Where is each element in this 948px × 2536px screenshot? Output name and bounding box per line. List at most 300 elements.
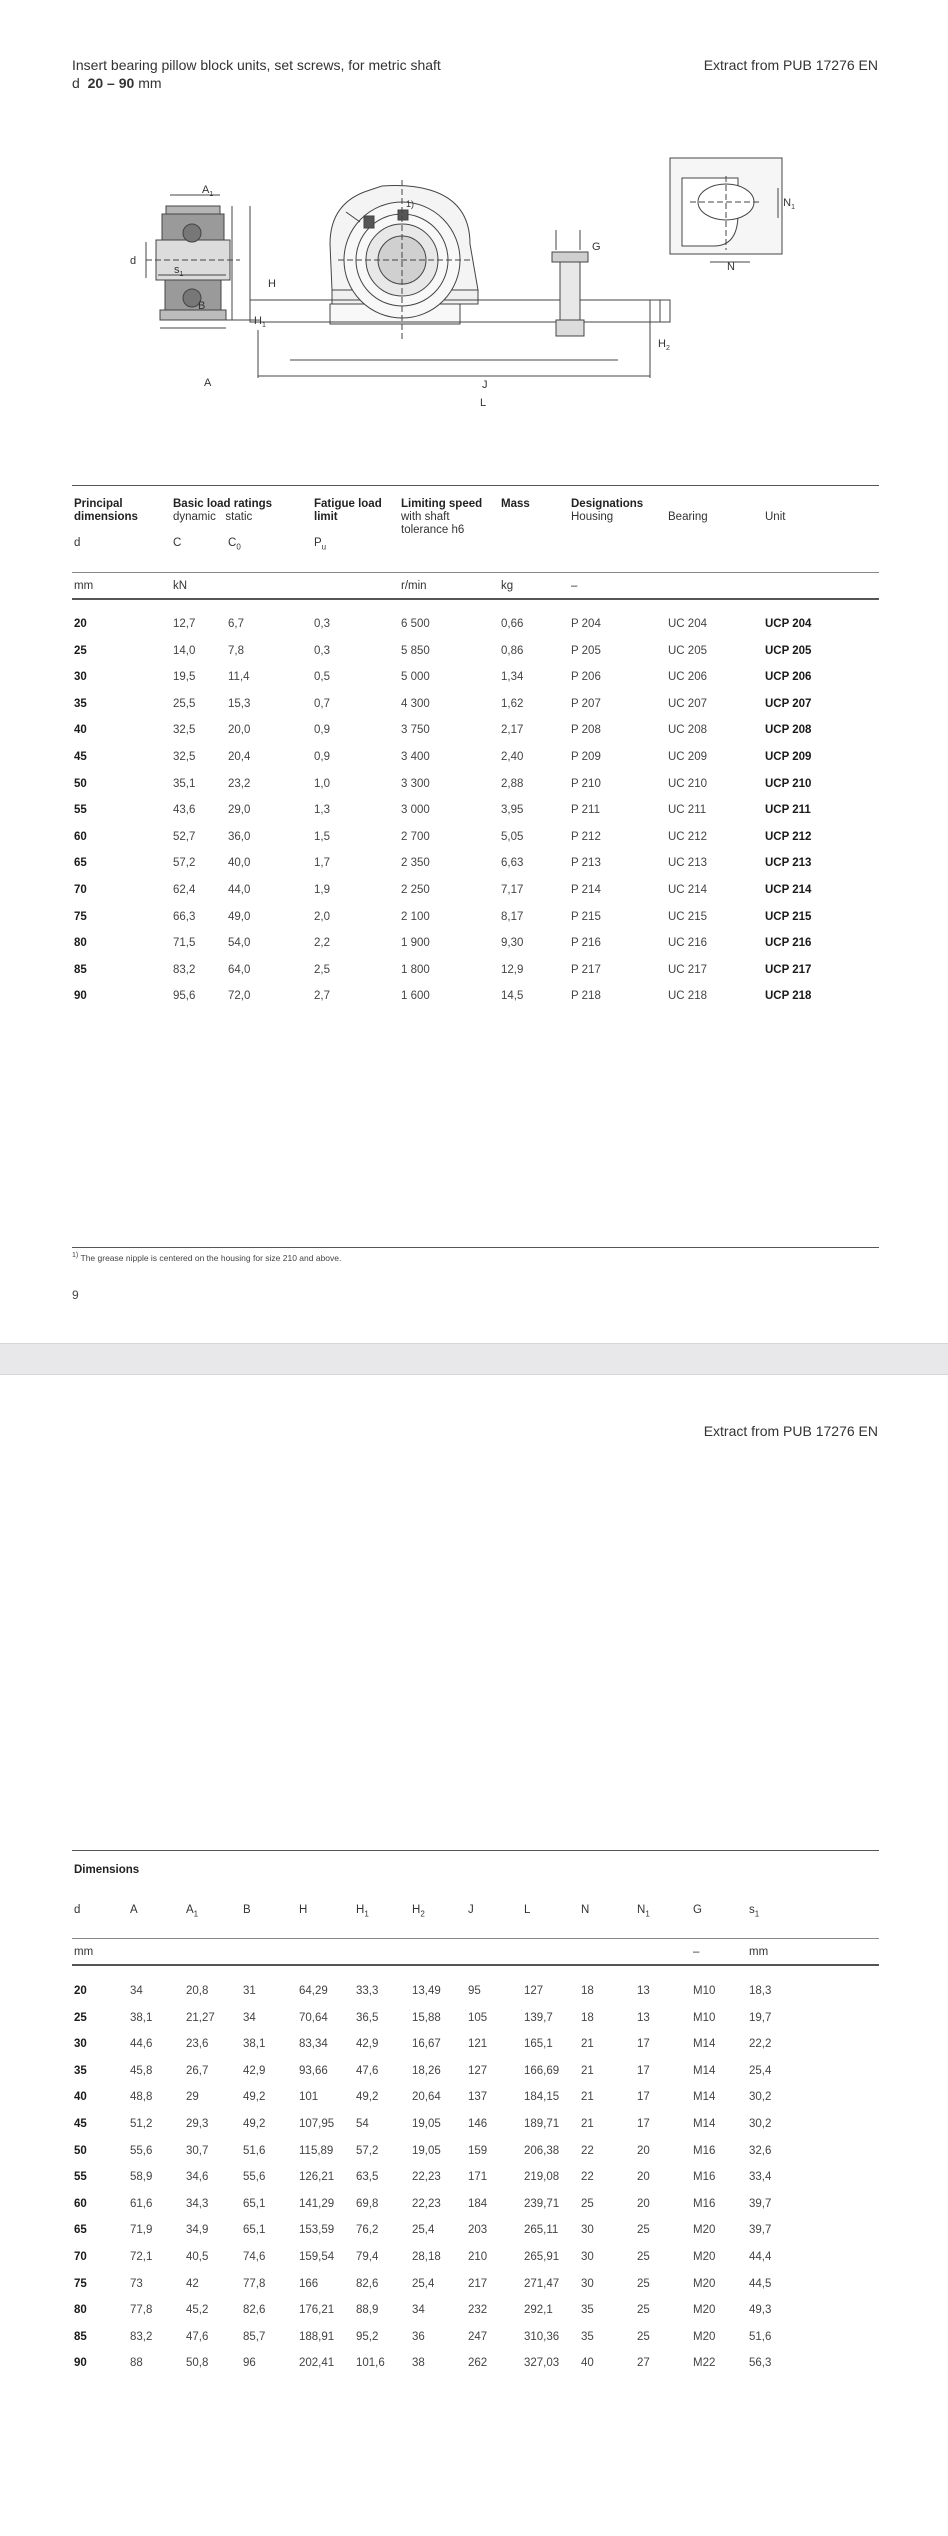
cell-bearing: UC 211 <box>668 804 707 817</box>
cell-speed: 6 500 <box>401 618 430 630</box>
dim-cell: 107,95 <box>299 2118 335 2130</box>
dim-cell: 85,7 <box>243 2330 266 2343</box>
dim-cell: 21,27 <box>186 2011 215 2024</box>
dim-cell: 25 <box>637 2224 650 2237</box>
dim-cell: 73 <box>130 2277 143 2290</box>
cell-d: 30 <box>74 671 87 684</box>
dim-cell: 30,2 <box>749 2091 772 2104</box>
label-A: A <box>204 377 212 389</box>
dim-cell: 20 <box>74 1985 87 1997</box>
technical-drawing <box>110 150 795 420</box>
cell-bearing: UC 210 <box>668 777 707 790</box>
dim-header-bottom-rule <box>72 1964 879 1966</box>
cell-housing: P 217 <box>571 963 601 976</box>
dim-header-n: N <box>581 1904 590 1916</box>
cell-bearing: UC 207 <box>668 697 707 710</box>
dim-cell: 247 <box>468 2330 488 2343</box>
dim-cell: 95,2 <box>356 2330 379 2343</box>
cell-c: 14,0 <box>173 644 196 657</box>
header-unit: Unit <box>765 511 786 523</box>
cell-c: 62,4 <box>173 884 196 896</box>
dim-cell: 35 <box>581 2330 594 2343</box>
dim-cell: 25 <box>637 2304 650 2317</box>
cell-unit: UCP 209 <box>765 751 812 763</box>
cell-mass: 0,66 <box>501 618 524 630</box>
subtitle-range: 20 – 90 <box>87 75 135 91</box>
unit-designation: – <box>571 580 578 592</box>
dim-cell: 115,89 <box>299 2144 334 2157</box>
cell-c0: 6,7 <box>228 618 244 630</box>
cell-housing: P 206 <box>571 671 601 684</box>
page-number: 9 <box>72 1288 79 1302</box>
dim-cell: 49,2 <box>243 2118 266 2130</box>
dim-cell: 184,15 <box>524 2091 560 2104</box>
dim-cell: 262 <box>468 2357 488 2370</box>
dim-cell: 51,2 <box>130 2118 153 2130</box>
cell-pu: 1,7 <box>314 857 330 870</box>
cell-mass: 8,17 <box>501 910 524 923</box>
dim-cell: 80 <box>74 2304 87 2317</box>
dim-cell: 188,91 <box>299 2330 335 2343</box>
symbol-d: d <box>74 537 81 549</box>
dim-cell: 30 <box>581 2277 594 2290</box>
dim-cell: 49,3 <box>749 2304 772 2317</box>
dim-cell: 27 <box>637 2357 650 2370</box>
cell-bearing: UC 205 <box>668 644 707 657</box>
cell-c: 52,7 <box>173 830 196 843</box>
cell-c0: 64,0 <box>228 963 251 976</box>
cell-bearing: UC 212 <box>668 830 707 843</box>
dim-cell: 176,21 <box>299 2304 335 2317</box>
dim-cell: 239,71 <box>524 2197 560 2210</box>
table-top-rule <box>72 485 879 486</box>
cell-pu: 0,7 <box>314 697 330 710</box>
dim-cell: 56,3 <box>749 2357 772 2370</box>
dim-cell: 44,6 <box>130 2038 153 2051</box>
page-subtitle <box>72 75 162 91</box>
top-view <box>670 158 782 262</box>
cell-d: 50 <box>74 777 87 790</box>
subtitle-prefix: d <box>72 75 80 91</box>
cell-mass: 14,5 <box>501 990 524 1003</box>
dim-cell: 90 <box>74 2357 87 2370</box>
dim-cell: M14 <box>693 2038 716 2051</box>
dim-unit-s1: mm <box>749 1946 769 1958</box>
dim-cell: 137 <box>468 2091 488 2104</box>
cell-housing: P 204 <box>571 618 601 630</box>
cell-c0: 44,0 <box>228 884 251 896</box>
dim-cell: 34,9 <box>186 2224 209 2237</box>
dim-cell: 165,1 <box>524 2038 553 2051</box>
label-H: H <box>268 278 276 290</box>
cell-c0: 36,0 <box>228 830 251 843</box>
dim-header-j: J <box>468 1904 474 1916</box>
dim-cell: 55,6 <box>130 2144 153 2157</box>
cell-pu: 2,5 <box>314 963 330 976</box>
front-view <box>250 180 670 378</box>
dim-header-s1: $s_1$ <box>749 1904 760 1919</box>
label-N: N <box>727 261 735 273</box>
cell-bearing: UC 217 <box>668 963 707 976</box>
extract-label-2: Extract from PUB 17276 EN <box>703 1423 878 1439</box>
cell-mass: 12,9 <box>501 963 524 976</box>
unit-kg: kg <box>501 580 514 592</box>
dim-cell: 22,23 <box>412 2171 441 2184</box>
dim-cell: 35 <box>581 2304 594 2317</box>
cell-unit: UCP 215 <box>765 910 812 923</box>
cell-c: 35,1 <box>173 777 196 790</box>
dim-cell: M20 <box>693 2224 716 2237</box>
dim-cell: 34 <box>243 2011 256 2024</box>
cell-mass: 7,17 <box>501 884 524 896</box>
dim-cell: M16 <box>693 2197 716 2210</box>
dim-cell: 141,29 <box>299 2197 335 2210</box>
dim-cell: M14 <box>693 2091 716 2104</box>
dim-cell: 20,8 <box>186 1985 209 1997</box>
cell-d: 35 <box>74 697 87 710</box>
dim-cell: 153,59 <box>299 2224 335 2237</box>
dim-cell: 75 <box>74 2277 87 2290</box>
dim-cell: 21 <box>581 2038 594 2051</box>
dim-cell: 38 <box>412 2357 425 2370</box>
dim-cell: 25,4 <box>412 2277 435 2290</box>
cell-d: 60 <box>74 830 87 843</box>
footnote-rule <box>72 1247 879 1248</box>
dim-cell: 51,6 <box>749 2330 772 2343</box>
dim-header-a1: $A_1$ <box>186 1904 199 1919</box>
dim-cell: 74,6 <box>243 2251 266 2263</box>
cell-c: 32,5 <box>173 751 196 763</box>
label-H1: $H_1$ <box>254 315 266 329</box>
dim-cell: 40 <box>74 2091 87 2104</box>
cell-unit: UCP 216 <box>765 937 812 950</box>
dim-cell: 17 <box>637 2118 650 2130</box>
dim-cell: 25 <box>637 2330 650 2343</box>
cell-unit: UCP 214 <box>765 884 812 896</box>
dim-cell: 265,91 <box>524 2251 560 2263</box>
cell-housing: P 209 <box>571 751 601 763</box>
dimensions-title: Dimensions <box>74 1864 140 1876</box>
dim-cell: 203 <box>468 2224 488 2237</box>
dim-cell: 32,6 <box>749 2144 772 2157</box>
dim-cell: 83,34 <box>299 2038 328 2051</box>
dim-cell: 39,7 <box>749 2197 772 2210</box>
dim-cell: M20 <box>693 2330 716 2343</box>
cell-c: 95,6 <box>173 990 196 1003</box>
dim-cell: 57,2 <box>356 2144 379 2157</box>
page-title: Insert bearing pillow block units, set screws, for metric shaft <box>72 57 441 73</box>
dim-cell: M20 <box>693 2277 716 2290</box>
cell-mass: 3,95 <box>501 804 524 817</box>
dim-cell: 310,36 <box>524 2330 560 2343</box>
cell-c0: 20,4 <box>228 751 251 763</box>
dim-header-a: A <box>130 1904 138 1916</box>
cell-bearing: UC 215 <box>668 910 707 923</box>
unit-mm: mm <box>74 580 94 592</box>
dim-cell: 76,2 <box>356 2224 379 2237</box>
dim-cell: 79,4 <box>356 2251 379 2263</box>
header-divider <box>72 572 879 573</box>
cell-c: 25,5 <box>173 697 196 710</box>
dim-cell: 55 <box>74 2171 87 2184</box>
dim-cell: 20,64 <box>412 2091 441 2104</box>
dim-cell: 18 <box>581 1985 594 1997</box>
header-bottom-rule <box>72 598 879 600</box>
label-G: G <box>592 241 601 253</box>
cell-speed: 2 100 <box>401 910 430 923</box>
dim-cell: 55,6 <box>243 2171 266 2184</box>
dim-cell: 17 <box>637 2091 650 2104</box>
dim-cell: 25 <box>637 2277 650 2290</box>
dim-cell: 189,71 <box>524 2118 560 2130</box>
dim-cell: 49,2 <box>243 2091 266 2104</box>
dim-cell: 61,6 <box>130 2197 153 2210</box>
cell-bearing: UC 206 <box>668 671 707 684</box>
cell-bearing: UC 218 <box>668 990 707 1003</box>
dim-cell: 48,8 <box>130 2091 153 2104</box>
cell-speed: 4 300 <box>401 697 430 710</box>
dim-cell: 72,1 <box>130 2251 153 2263</box>
dim-cell: 265,11 <box>524 2224 559 2237</box>
dim-cell: 88 <box>130 2357 143 2370</box>
dim-cell: 22,2 <box>749 2038 772 2051</box>
dim-cell: 44,4 <box>749 2251 772 2263</box>
dim-cell: 82,6 <box>243 2304 266 2317</box>
cell-c: 71,5 <box>173 937 196 950</box>
cell-c0: 15,3 <box>228 697 251 710</box>
dim-cell: 171 <box>468 2171 488 2184</box>
dim-cell: M10 <box>693 1985 716 1997</box>
dim-cell: 95 <box>468 1985 481 1997</box>
dim-cell: M16 <box>693 2171 716 2184</box>
dim-cell: 31 <box>243 1985 256 1997</box>
label-B: B <box>198 300 206 312</box>
dim-cell: 127 <box>524 1985 544 1997</box>
label-s1: $s_1$ <box>174 264 184 278</box>
dim-cell: 17 <box>637 2064 650 2077</box>
dim-cell: 83,2 <box>130 2330 153 2343</box>
header-bearing: Bearing <box>668 511 708 523</box>
dim-cell: 77,8 <box>243 2277 266 2290</box>
subtitle-unit: mm <box>138 75 162 91</box>
dim-cell: 292,1 <box>524 2304 553 2317</box>
cell-c0: 7,8 <box>228 644 244 657</box>
label-footnote-ref: 1) <box>406 199 415 209</box>
dim-cell: 40,5 <box>186 2251 209 2263</box>
dim-cell: 30 <box>581 2251 594 2263</box>
cell-c: 12,7 <box>173 618 196 630</box>
cell-mass: 6,63 <box>501 857 524 870</box>
cell-unit: UCP 205 <box>765 644 812 657</box>
cell-c: 83,2 <box>173 963 196 976</box>
cell-c: 19,5 <box>173 671 196 684</box>
dim-cell: 39,7 <box>749 2224 772 2237</box>
dim-cell: 42,9 <box>356 2038 379 2051</box>
cell-housing: P 214 <box>571 884 601 896</box>
dim-cell: 49,2 <box>356 2091 379 2104</box>
cell-mass: 2,40 <box>501 751 524 763</box>
cell-pu: 0,5 <box>314 671 330 684</box>
dim-header-d: d <box>74 1904 81 1916</box>
cell-speed: 1 800 <box>401 963 430 976</box>
dim-cell: 50,8 <box>186 2357 209 2370</box>
cell-mass: 1,34 <box>501 671 524 684</box>
dim-cell: 45 <box>74 2118 87 2130</box>
dim-cell: 202,41 <box>299 2357 335 2370</box>
cell-unit: UCP 211 <box>765 804 811 817</box>
cell-mass: 9,30 <box>501 937 524 950</box>
dim-cell: 71,9 <box>130 2224 153 2237</box>
cell-d: 45 <box>74 751 87 763</box>
cell-housing: P 215 <box>571 910 601 923</box>
cell-speed: 3 000 <box>401 804 430 817</box>
dim-cell: M16 <box>693 2144 716 2157</box>
dim-cell: 25,4 <box>749 2064 772 2077</box>
header-limiting-speed: Limiting speed with shaft tolerance h6 <box>401 498 483 536</box>
cell-pu: 0,9 <box>314 751 330 763</box>
dim-header-divider <box>72 1938 879 1939</box>
cell-d: 70 <box>74 884 87 896</box>
cell-pu: 0,9 <box>314 724 330 737</box>
dim-cell: 15,88 <box>412 2011 441 2024</box>
dim-cell: 29,3 <box>186 2118 209 2130</box>
cell-mass: 0,86 <box>501 644 524 657</box>
dim-unit-g: – <box>693 1946 700 1958</box>
dim-cell: 36 <box>412 2330 425 2343</box>
dim-cell: 22 <box>581 2144 594 2157</box>
dim-cell: 45,8 <box>130 2064 153 2077</box>
cell-c: 43,6 <box>173 804 196 817</box>
dim-cell: 327,03 <box>524 2357 560 2370</box>
cell-d: 75 <box>74 910 87 923</box>
dim-cell: 219,08 <box>524 2171 560 2184</box>
dim-cell: 34 <box>412 2304 425 2317</box>
dim-cell: 18 <box>581 2011 594 2024</box>
cell-housing: P 205 <box>571 644 601 657</box>
dim-cell: 29 <box>186 2091 199 2104</box>
dim-cell: 63,5 <box>356 2171 379 2184</box>
dim-cell: 40 <box>581 2357 594 2370</box>
dim-header-l: L <box>524 1904 531 1916</box>
cell-mass: 2,17 <box>501 724 524 737</box>
cell-speed: 3 400 <box>401 751 430 763</box>
cell-c0: 49,0 <box>228 910 251 923</box>
dim-cell: 47,6 <box>356 2064 379 2077</box>
dim-cell: 88,9 <box>356 2304 379 2317</box>
label-L: L <box>480 397 487 409</box>
dim-cell: 64,29 <box>299 1985 328 1997</box>
cell-housing: P 213 <box>571 857 601 870</box>
dim-cell: 51,6 <box>243 2144 266 2157</box>
cell-c0: 20,0 <box>228 724 251 737</box>
cell-speed: 5 850 <box>401 644 430 657</box>
dim-cell: 34,6 <box>186 2171 209 2184</box>
cell-unit: UCP 208 <box>765 724 812 737</box>
cell-speed: 1 900 <box>401 937 430 950</box>
dim-cell: 166,69 <box>524 2064 560 2077</box>
extract-label: Extract from PUB 17276 EN <box>703 57 878 73</box>
dim-cell: 21 <box>581 2064 594 2077</box>
dim-cell: 146 <box>468 2118 488 2130</box>
cell-d: 90 <box>74 990 87 1003</box>
symbol-Pu: $P_u$ <box>314 537 327 552</box>
header-mass: Mass <box>501 498 530 510</box>
dim-cell: M14 <box>693 2064 716 2077</box>
dim-cell: 70,64 <box>299 2011 328 2024</box>
dim-cell: M20 <box>693 2304 716 2317</box>
cell-d: 65 <box>74 857 87 870</box>
dim-cell: 65 <box>74 2224 87 2237</box>
unit-kn: kN <box>173 580 188 592</box>
dim-cell: 22 <box>581 2171 594 2184</box>
cell-pu: 1,0 <box>314 777 330 790</box>
cell-bearing: UC 214 <box>668 884 707 896</box>
dim-cell: 166 <box>299 2277 319 2290</box>
cell-bearing: UC 204 <box>668 618 707 630</box>
cell-speed: 2 250 <box>401 884 430 896</box>
cell-housing: P 208 <box>571 724 601 737</box>
dim-cell: 30,7 <box>186 2144 209 2157</box>
dim-header-h: H <box>299 1904 308 1916</box>
dim-cell: 18,26 <box>412 2064 441 2077</box>
dim-cell: 82,6 <box>356 2277 379 2290</box>
header-fatigue: Fatigue load limit <box>314 498 382 523</box>
cell-d: 20 <box>74 618 87 630</box>
cell-housing: P 216 <box>571 937 601 950</box>
dim-cell: 13,49 <box>412 1985 441 1997</box>
dim-cell: 93,66 <box>299 2064 328 2077</box>
symbol-C: C <box>173 537 182 549</box>
cell-unit: UCP 217 <box>765 963 812 976</box>
dim-cell: M10 <box>693 2011 716 2024</box>
dim-cell: 232 <box>468 2304 488 2317</box>
cell-pu: 1,3 <box>314 804 330 817</box>
dim-cell: 36,5 <box>356 2011 379 2024</box>
dim-unit-mm: mm <box>74 1946 94 1958</box>
cell-housing: P 212 <box>571 830 601 843</box>
cell-mass: 1,62 <box>501 697 524 710</box>
dim-cell: 16,67 <box>412 2038 441 2051</box>
dim-cell: 139,7 <box>524 2011 553 2024</box>
cell-speed: 2 700 <box>401 830 430 843</box>
dim-cell: 20 <box>637 2171 650 2184</box>
dim-cell: 206,38 <box>524 2144 560 2157</box>
label-J: J <box>482 379 488 391</box>
dim-cell: 271,47 <box>524 2277 560 2290</box>
dim-cell: 34,3 <box>186 2197 209 2210</box>
dim-cell: 21 <box>581 2118 594 2130</box>
dim-cell: 23,6 <box>186 2038 209 2051</box>
dim-cell: 13 <box>637 1985 650 1997</box>
dim-cell: 33,4 <box>749 2171 772 2184</box>
cell-unit: UCP 207 <box>765 697 812 710</box>
dim-header-g: G <box>693 1904 702 1916</box>
dim-cell: 58,9 <box>130 2171 153 2184</box>
cell-unit: UCP 212 <box>765 830 812 843</box>
dim-cell: 127 <box>468 2064 488 2077</box>
dim-cell: 25,4 <box>412 2224 435 2237</box>
dim-cell: 69,8 <box>356 2197 379 2210</box>
dim-cell: 35 <box>74 2064 87 2077</box>
cell-d: 55 <box>74 804 87 817</box>
dim-cell: 217 <box>468 2277 488 2290</box>
dim-cell: 184 <box>468 2197 488 2210</box>
dim-cell: 22,23 <box>412 2197 441 2210</box>
cell-c0: 29,0 <box>228 804 251 817</box>
dim-cell: 19,05 <box>412 2118 441 2130</box>
cell-pu: 0,3 <box>314 618 330 630</box>
dim-cell: 54 <box>356 2118 369 2130</box>
